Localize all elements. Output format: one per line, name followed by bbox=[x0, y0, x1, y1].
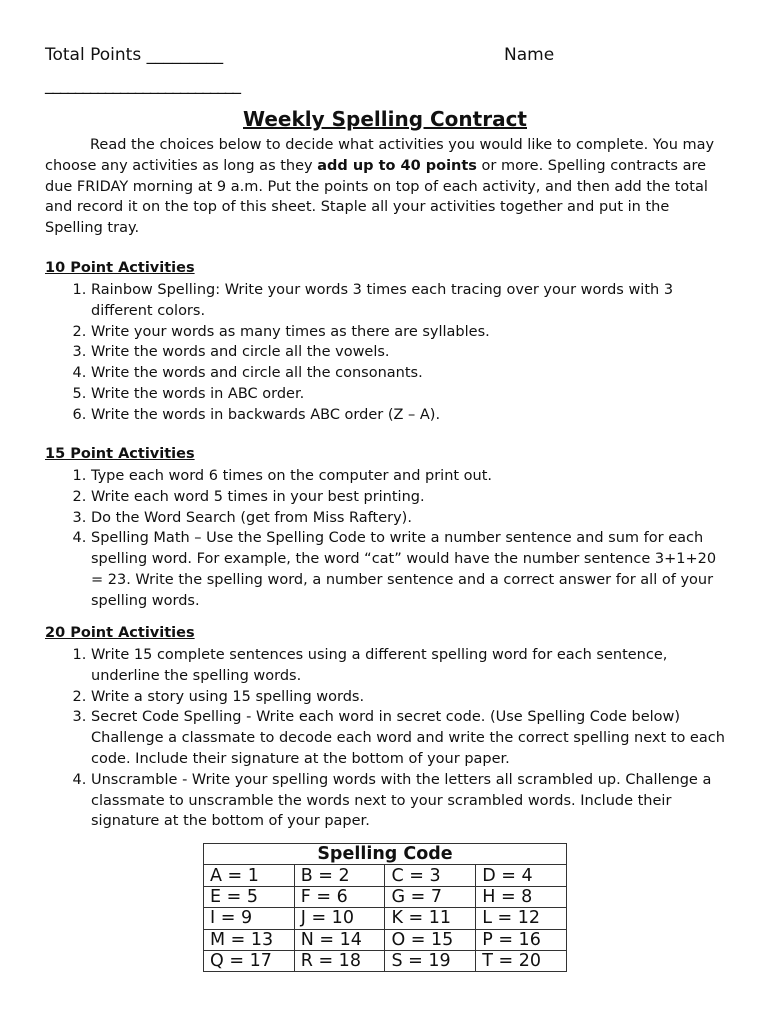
table-row bbox=[204, 886, 567, 907]
list-item: 2. Write each word 5 times in your best printing. bbox=[91, 487, 731, 508]
page-title: Weekly Spelling Contract bbox=[243, 107, 527, 131]
list-item: 1. Write 15 complete sentences using a different spelling word for each sentence, underline the spelling words. bbox=[91, 645, 731, 687]
name-label: Name bbox=[504, 45, 555, 65]
list-item: 2. Write a story using 15 spelling words. bbox=[91, 687, 731, 708]
list-item: 2. Write your words as many times as there are syllables. bbox=[91, 322, 731, 343]
table-cell: P = 16 bbox=[476, 929, 567, 950]
total-points-label: Total Points _________ bbox=[45, 45, 224, 65]
list-item: 4. Spelling Math – Use the Spelling Code to write a number sentence and sum for each spelling word. For example, the word “cat” would have the number sentence 3+1+20 = 23. Write the spelling word, a number sentence and a correct answer for all of your spelling words. bbox=[91, 528, 731, 611]
table-cell: B = 2 bbox=[294, 865, 385, 886]
table-cell: H = 8 bbox=[476, 886, 567, 907]
section-heading-10: 10 Point Activities bbox=[45, 260, 195, 276]
spelling-code-table bbox=[203, 843, 567, 972]
table-cell: O = 15 bbox=[385, 929, 476, 950]
list-item: 3. Do the Word Search (get from Miss Raftery). bbox=[91, 508, 731, 529]
list-item: 6. Write the words in backwards ABC order (Z – A). bbox=[91, 405, 731, 426]
intro-text-2: or more. Spelling contracts are due FRIDAY morning at 9 a.m. Put the points on top of each activity, and then add the total and record it on the top of this sheet. Staple all your activities together and put in the Spelling tray. bbox=[45, 157, 708, 237]
table-cell: A = 1 bbox=[204, 865, 295, 886]
list-item: 5. Write the words in ABC order. bbox=[91, 384, 731, 405]
table-row bbox=[204, 865, 567, 886]
activity-list-15 bbox=[45, 466, 731, 612]
list-item: 3. Write the words and circle all the vowels. bbox=[91, 342, 731, 363]
table-cell: K = 11 bbox=[385, 908, 476, 929]
list-item: 3. Secret Code Spelling - Write each word in secret code. (Use Spelling Code below) Challenge a classmate to decode each word and write the correct spelling next to each code. Include their signature at the bottom of your paper. bbox=[91, 707, 731, 769]
table-cell: M = 13 bbox=[204, 929, 295, 950]
list-item: 4. Write the words and circle all the consonants. bbox=[91, 363, 731, 384]
activity-list-10 bbox=[45, 280, 731, 426]
table-cell: S = 19 bbox=[385, 950, 476, 971]
table-cell: Q = 17 bbox=[204, 950, 295, 971]
list-item: 4. Unscramble - Write your spelling words with the letters all scrambled up. Challenge a classmate to unscramble the words next to your scrambled words. Include their signature at the bottom of your paper. bbox=[91, 770, 731, 832]
list-item: 1. Type each word 6 times on the computer and print out. bbox=[91, 466, 731, 487]
table-cell: F = 6 bbox=[294, 886, 385, 907]
section-heading-15: 15 Point Activities bbox=[45, 446, 195, 462]
name-line: __________________________ bbox=[45, 75, 240, 95]
header bbox=[45, 45, 735, 65]
table-cell: J = 10 bbox=[294, 908, 385, 929]
spelling-code-title: Spelling Code bbox=[204, 844, 567, 865]
intro-paragraph bbox=[45, 135, 725, 239]
intro-bold-text: add up to 40 points bbox=[317, 157, 477, 174]
table-cell: L = 12 bbox=[476, 908, 567, 929]
table-cell: G = 7 bbox=[385, 886, 476, 907]
intro-text-1: Read the choices below to decide what activities you would like to complete. You may choose any activities as long as they bbox=[45, 137, 715, 174]
activity-list-20 bbox=[45, 645, 731, 832]
list-item: 1. Rainbow Spelling: Write your words 3 times each tracing over your words with 3 different colors. bbox=[91, 280, 731, 322]
table-cell: D = 4 bbox=[476, 865, 567, 886]
table-cell: T = 20 bbox=[476, 950, 567, 971]
table-row bbox=[204, 950, 567, 971]
table-cell: R = 18 bbox=[294, 950, 385, 971]
table-cell: I = 9 bbox=[204, 908, 295, 929]
table-cell: N = 14 bbox=[294, 929, 385, 950]
table-row bbox=[204, 929, 567, 950]
section-heading-20: 20 Point Activities bbox=[45, 625, 195, 641]
table-row bbox=[204, 908, 567, 929]
table-cell: E = 5 bbox=[204, 886, 295, 907]
table-cell: C = 3 bbox=[385, 865, 476, 886]
